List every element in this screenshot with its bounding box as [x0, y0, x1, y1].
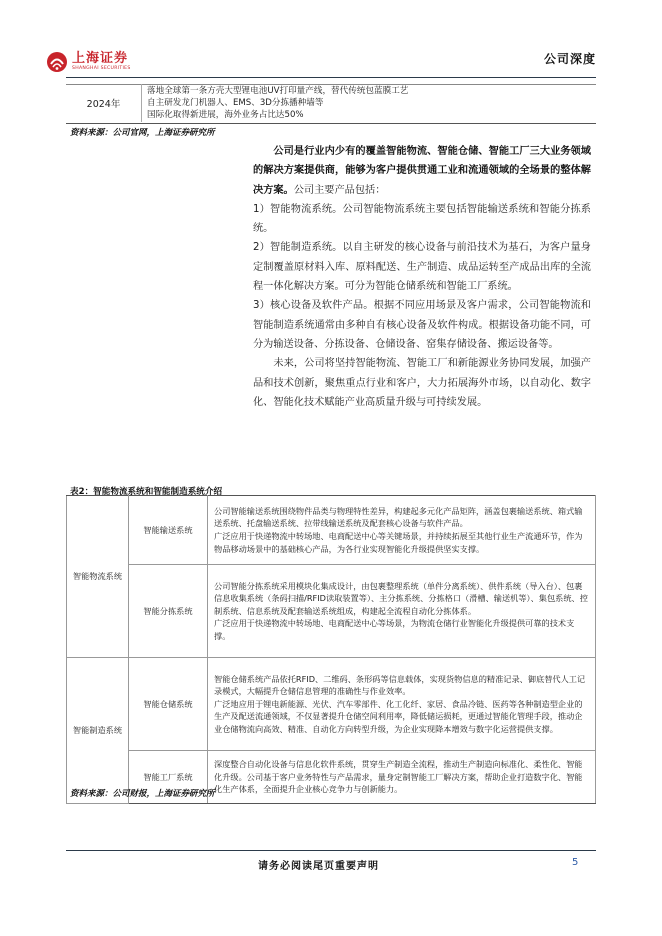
milestone-events — [147, 85, 408, 121]
row-name: 智能工厂系统 — [129, 751, 208, 804]
footer-divider — [66, 850, 596, 851]
row-name: 智能仓储系统 — [129, 658, 208, 751]
description-paragraph: 深度整合自动化设备与信息化软件系统，贯穿生产制造全流程，推动生产制造向标准化、柔性化、智能化升级。公司基于客户业务特性与产品需求，量身定制智能工厂解决方案，帮助企业打造数字化、智能化生产体系，全面提升企业核心竞争力与创新能力。 — [214, 759, 583, 795]
description-paragraph: 广泛应用于快递物流中转场地、电商配送中心等关键场景，并持续拓展至其他行业生产流通环节，作为物品移动场景中的基础核心产品，为各行业实现智能化升级提供坚实支撑。 — [214, 531, 583, 554]
description-paragraph: 广泛地应用于锂电新能源、光伏、汽车零部件、化工化纤、家居、食品冷链、医药等各种制造型企业的生产及配送流通领域，不仅显著提升仓储空间利用率，降低储运损耗，更通过智能化管理手段，推动企业仓储物流向高效、精准、自动化方向转型升级，为企业实现降本增效与数字化运营提供支撑。 — [214, 698, 583, 734]
group-name: 智能物流系统 — [67, 496, 129, 658]
description-paragraph: 广泛应用于快递物流中转场地、电商配送中心等场景，为物流仓储行业智能化升级提供可靠的技术支撑。 — [214, 618, 575, 641]
header-divider — [66, 77, 596, 78]
milestone-year: 2024年 — [66, 84, 142, 122]
disclaimer-note: 请务必阅读尾页重要声明 — [258, 861, 379, 872]
row-description — [208, 658, 596, 751]
body-text — [253, 142, 591, 412]
logo-text-cn: 上海证券 — [72, 51, 129, 66]
paragraph-manufacturing: 2）智能制造系统。以自主研发的核心设备与前沿技术为基石，为客户量身定制覆盖原材料入库、原料配送、生产制造、成品运转至产成品出库的全流程一体化解决方案。可分为智能仓储系统和智能工厂系统。 — [253, 242, 591, 293]
description-paragraph: 公司智能输送系统围绕物件品类与物理特性差异，构建起多元化产品矩阵，涵盖包裹输送系统、箱式输送系统、托盘输送系统、拉带线输送系统及配套核心设备与软件产品。 — [214, 505, 583, 529]
table-row — [67, 565, 596, 658]
milestone-event: 国际化取得新进展，海外业务占比达50% — [147, 110, 304, 120]
group-name: 智能制造系统 — [67, 658, 129, 804]
table2-source: 资料来源：公司财报，上海证券研究所 — [70, 789, 215, 799]
shanghai-securities-logo-icon — [46, 51, 68, 73]
document-type: 公司深度 — [543, 52, 596, 66]
row-description — [208, 751, 596, 804]
company-logo — [46, 51, 131, 73]
paragraph-outlook: 未来，公司将坚持智能物流、智能工厂和新能源业务协同发展，加强产品和技术创新，聚焦重点行业和客户，大力拓展海外市场，以自动化、数字化、智能化技术赋能产业高质量升级与可持续发展。 — [253, 358, 591, 408]
row-name: 智能分拣系统 — [129, 565, 208, 658]
logo-text-en: SHANGHAI SECURITIES — [72, 66, 131, 71]
milestone-event: 落地全球第一条方壳大型锂电池UV打印量产线，替代传统包蓝膜工艺 — [147, 86, 409, 96]
milestone-event: 自主研发龙门机器人、EMS、3D分拣播种墙等 — [147, 98, 324, 108]
table-row — [67, 658, 596, 751]
product-table — [66, 495, 596, 804]
description-paragraph: 智能仓储系统产品依托RFID、二维码、条形码等信息载体，实现货物信息的精准记录、御底替代人工记录模式，大幅提升仓储信息管理的准确性与作业效率。 — [214, 673, 586, 697]
row-name: 智能输送系统 — [129, 496, 208, 565]
intro-rest: 公司主要产品包括： — [293, 184, 386, 196]
row-description — [208, 496, 596, 565]
table1-source: 资料来源：公司官网，上海证券研究所 — [70, 128, 215, 138]
row-description — [208, 565, 596, 658]
table-row — [67, 496, 596, 565]
description-paragraph: 公司智能分拣系统采用模块化集成设计，由包裹整理系统（单件分离系统）、供件系统（导入台）、包裹信息收集系统（条码扫描/RFID读取装置等）、主分拣系统、分拣格口（滑槽、输送机等）、集包系统、控制系统、信息系统及配套输送系统组成，构建起全流程自动化分拣体系。 — [214, 580, 588, 616]
paragraph-core-equipment: 3）核心设备及软件产品。根据不同应用场景及客户需求，公司智能物流和智能制造系统通常由多种自有核心设备及软件构成。根据设备功能不同，可分为输送设备、分拣设备、仓储设备、窑集存储设备、搬运设备等。 — [253, 300, 591, 350]
paragraph-logistics: 1）智能物流系统。公司智能物流系统主要包括智能输送系统和智能分拣系统。 — [253, 203, 591, 235]
intro-bold: 公司是行业内少有的覆盖智能物流、智能仓储、智能工厂三大业务领域的解决方案提供商，能够为客户提供贯通工业和流通领域的全场景的整体解决方案。 — [253, 146, 591, 196]
table2-title: 表2：智能物流系统和智能制造系统介绍 — [70, 487, 223, 497]
page-number: 5 — [572, 857, 579, 868]
